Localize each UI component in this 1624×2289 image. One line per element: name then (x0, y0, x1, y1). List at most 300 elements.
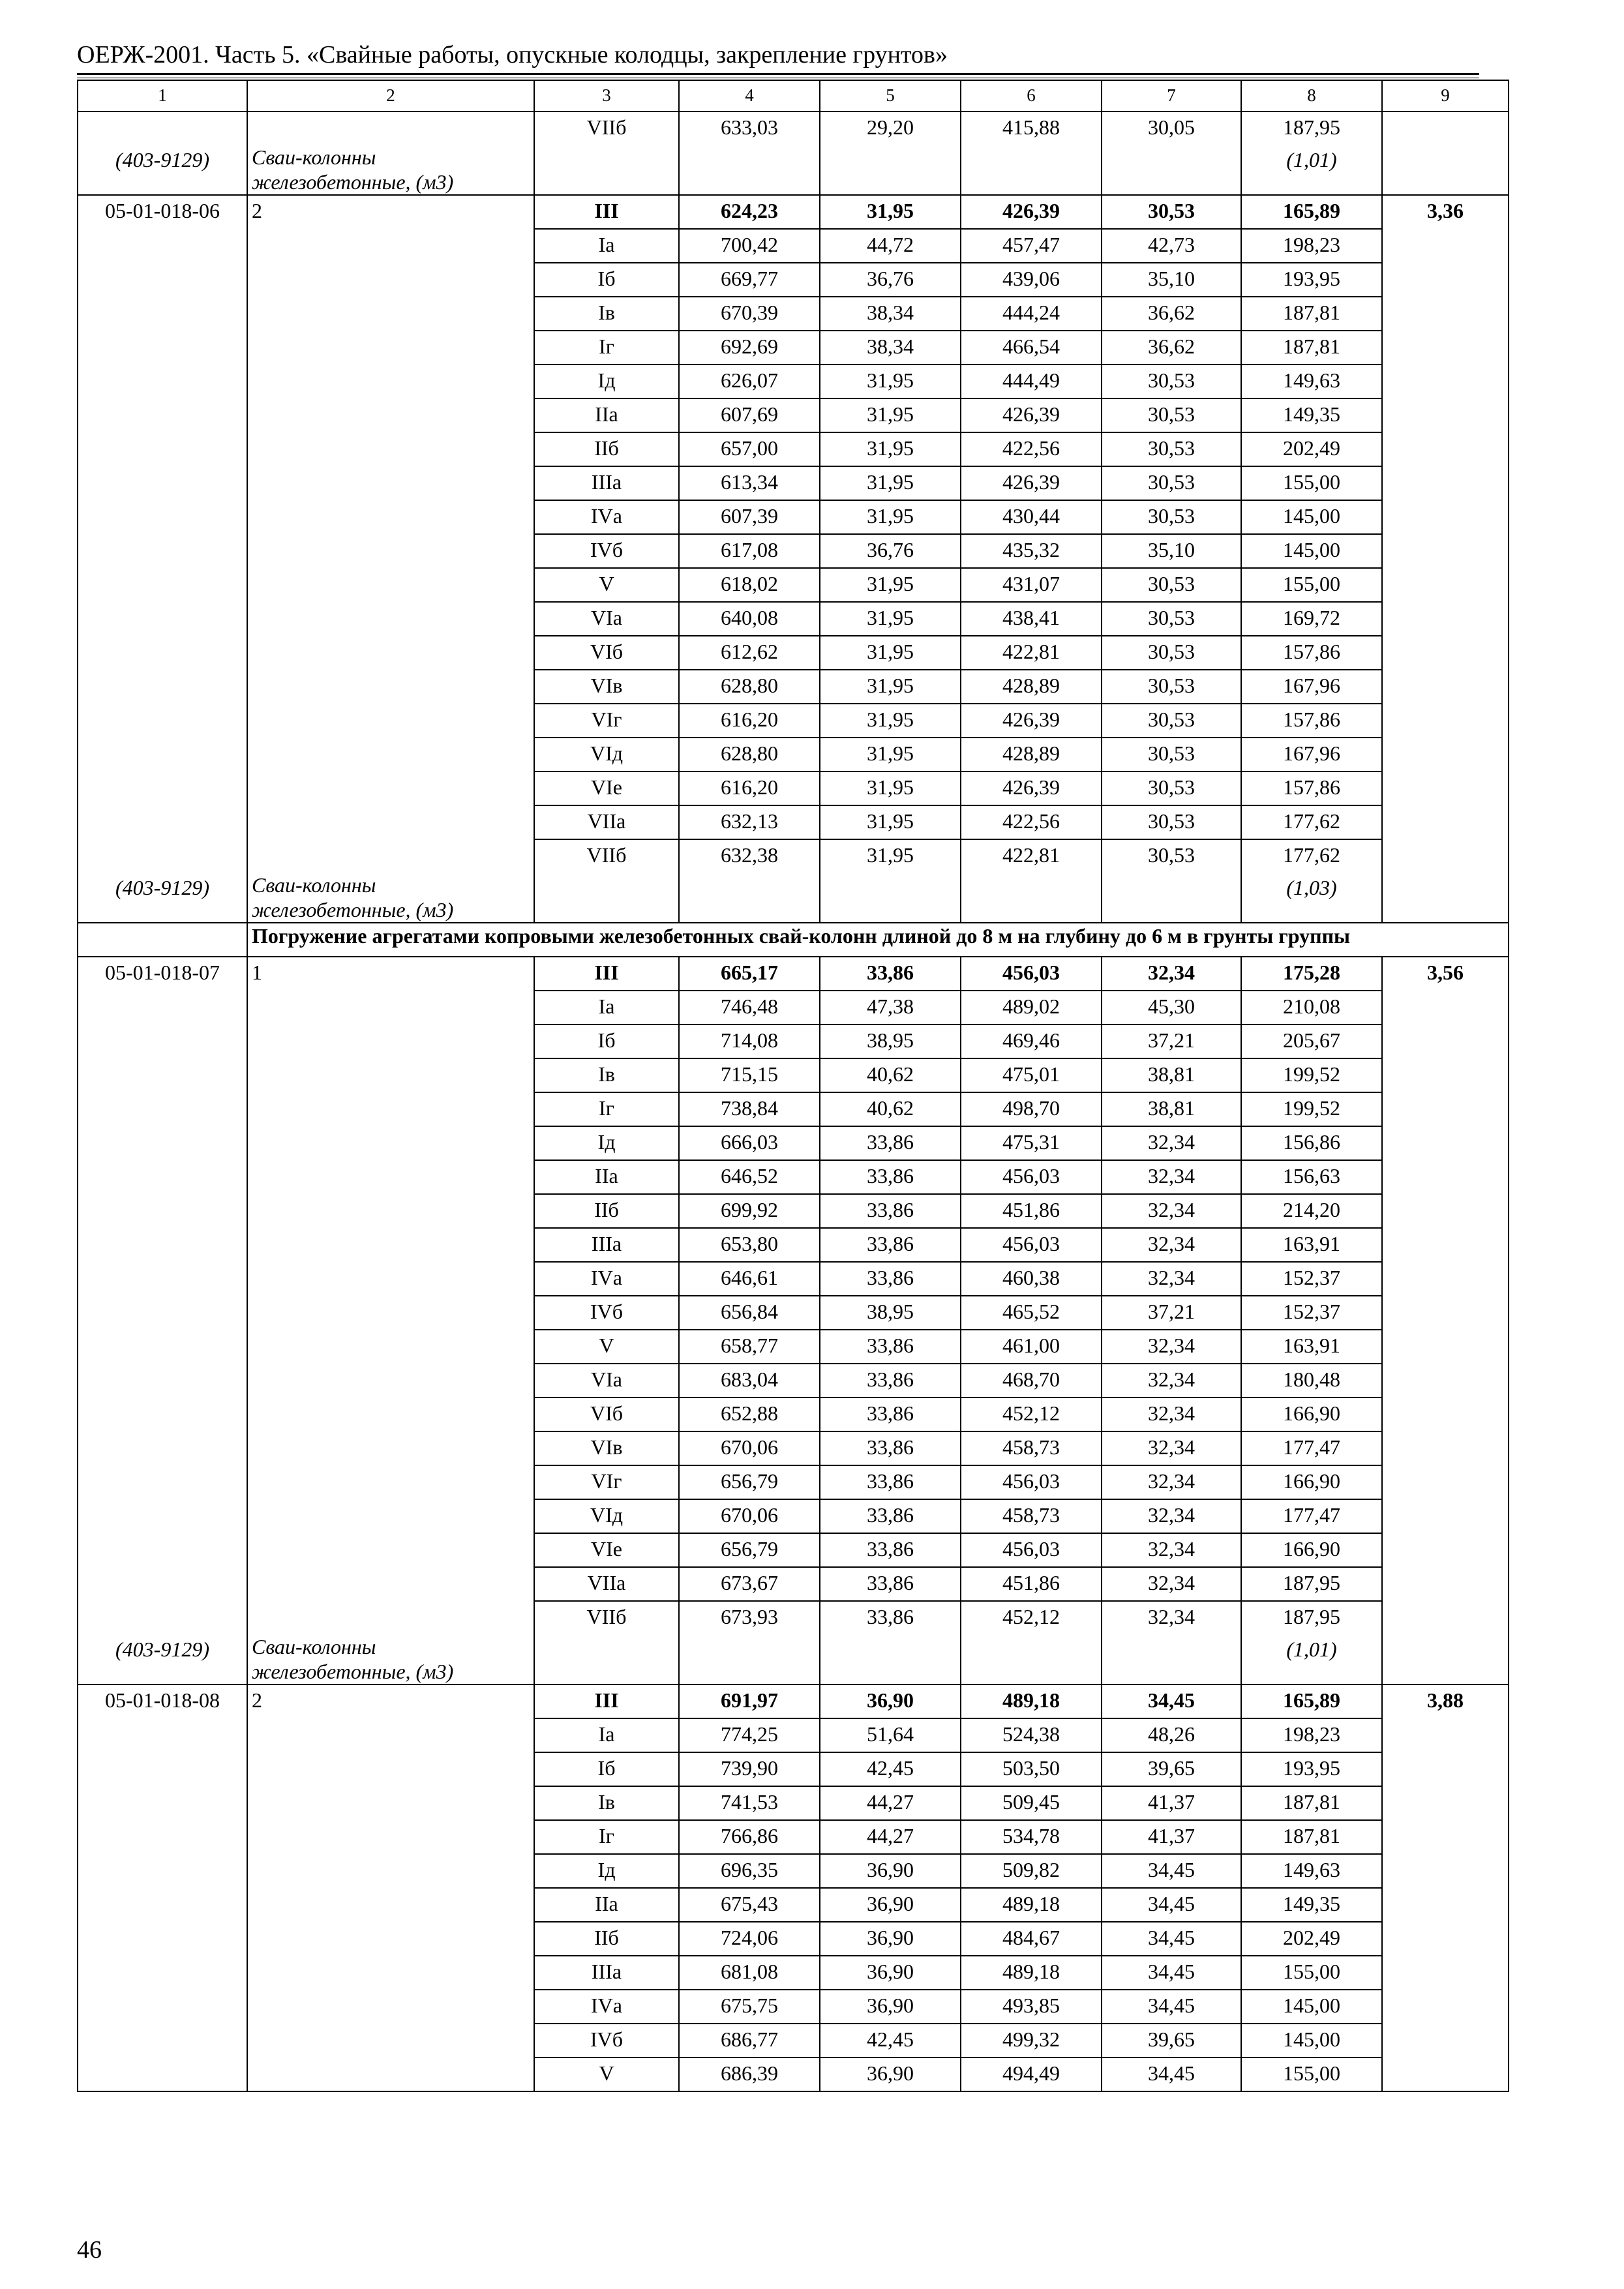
table-row (78, 1330, 1509, 1364)
zone-cell: Iв (534, 1058, 679, 1092)
value-c4: 657,00 (679, 432, 820, 466)
value-c6: 426,39 (961, 195, 1102, 229)
value-c5: 36,90 (820, 1854, 961, 1888)
coefficient-cell (1382, 2057, 1509, 2091)
value-c6: 428,89 (961, 738, 1102, 771)
value-c7: 30,05 (1102, 112, 1241, 145)
zone-cell: V (534, 568, 679, 602)
value-c6: 439,06 (961, 263, 1102, 297)
coefficient-cell (1382, 1567, 1509, 1601)
value-c8: 177,47 (1241, 1499, 1382, 1533)
value-c8: 187,95 (1241, 1567, 1382, 1601)
table-row (78, 229, 1509, 263)
empty-cell (679, 873, 820, 923)
value-c5: 31,95 (820, 839, 961, 873)
coefficient-cell (1382, 534, 1509, 568)
value-c4: 656,79 (679, 1533, 820, 1567)
table-row (78, 1786, 1509, 1820)
value-c6: 422,56 (961, 805, 1102, 839)
value-c5: 31,95 (820, 195, 961, 229)
zone-cell: VIг (534, 1465, 679, 1499)
rate-code-cell (78, 1820, 247, 1854)
group-cell (247, 1752, 534, 1786)
table-row (78, 2024, 1509, 2057)
rate-code-cell (78, 1786, 247, 1820)
coefficient-cell (1382, 365, 1509, 398)
value-c6: 494,49 (961, 2057, 1102, 2091)
table-row (78, 1160, 1509, 1194)
value-c7: 35,10 (1102, 263, 1241, 297)
empty-cell (534, 1634, 679, 1684)
table-row (78, 1990, 1509, 2024)
value-c8: 155,00 (1241, 2057, 1382, 2091)
rate-code-cell (78, 1465, 247, 1499)
value-c7: 34,45 (1102, 2057, 1241, 2091)
group-cell: 2 (247, 1684, 534, 1718)
table-row (78, 1499, 1509, 1533)
coefficient-cell (1382, 297, 1509, 331)
value-c7: 38,81 (1102, 1058, 1241, 1092)
value-c8: 145,00 (1241, 1990, 1382, 2024)
material-coefficient: (1,01) (1241, 1634, 1382, 1684)
value-c5: 31,95 (820, 602, 961, 636)
table-row (78, 805, 1509, 839)
group-cell (247, 1718, 534, 1752)
value-c5: 31,95 (820, 365, 961, 398)
value-c8: 157,86 (1241, 704, 1382, 738)
material-row (78, 873, 1509, 923)
group-cell (247, 297, 534, 331)
group-cell (247, 1465, 534, 1499)
coefficient-cell (1382, 1820, 1509, 1854)
table-row (78, 636, 1509, 670)
empty-cell (1382, 145, 1509, 195)
empty-cell (820, 145, 961, 195)
value-c6: 430,44 (961, 500, 1102, 534)
table-row (78, 1752, 1509, 1786)
value-c5: 44,72 (820, 229, 961, 263)
value-c6: 422,56 (961, 432, 1102, 466)
coefficient-cell (1382, 1330, 1509, 1364)
value-c4: 656,79 (679, 1465, 820, 1499)
value-c7: 32,34 (1102, 1262, 1241, 1296)
rate-code-cell (78, 738, 247, 771)
value-c5: 40,62 (820, 1058, 961, 1092)
value-c8: 187,95 (1241, 112, 1382, 145)
page-title: ОЕРЖ-2001. Часть 5. «Свайные работы, опускные колодцы, закрепление грунтов» (77, 41, 948, 68)
zone-cell: Iа (534, 229, 679, 263)
table-row (78, 1601, 1509, 1634)
coefficient-cell (1382, 1956, 1509, 1990)
coefficient-cell (1382, 500, 1509, 534)
column-number-6: 6 (961, 80, 1102, 112)
coefficient-cell (1382, 670, 1509, 704)
coefficient-cell (1382, 1718, 1509, 1752)
value-c5: 31,95 (820, 466, 961, 500)
value-c5: 42,45 (820, 2024, 961, 2057)
coefficient-cell (1382, 398, 1509, 432)
page-number: 46 (77, 2236, 102, 2264)
group-cell (247, 568, 534, 602)
group-cell (247, 534, 534, 568)
value-c8: 155,00 (1241, 1956, 1382, 1990)
empty-cell (1102, 145, 1241, 195)
value-c6: 456,03 (961, 1533, 1102, 1567)
value-c4: 724,06 (679, 1922, 820, 1956)
value-c4: 612,62 (679, 636, 820, 670)
value-c7: 32,34 (1102, 957, 1241, 991)
group-cell (247, 602, 534, 636)
value-c6: 456,03 (961, 1160, 1102, 1194)
table-row (78, 1854, 1509, 1888)
zone-cell: VIе (534, 771, 679, 805)
value-c4: 700,42 (679, 229, 820, 263)
value-c7: 42,73 (1102, 229, 1241, 263)
value-c6: 475,31 (961, 1126, 1102, 1160)
coefficient-cell (1382, 1601, 1509, 1634)
column-number-1: 1 (78, 80, 247, 112)
rate-code-cell (78, 1126, 247, 1160)
value-c4: 652,88 (679, 1398, 820, 1431)
value-c6: 435,32 (961, 534, 1102, 568)
value-c6: 458,73 (961, 1499, 1102, 1533)
zone-cell: III (534, 1684, 679, 1718)
table-row (78, 1058, 1509, 1092)
value-c7: 36,62 (1102, 331, 1241, 365)
value-c5: 44,27 (820, 1786, 961, 1820)
coefficient-cell (1382, 805, 1509, 839)
empty-cell (961, 1634, 1102, 1684)
coefficient-cell: 3,88 (1382, 1684, 1509, 1718)
rate-code-cell (78, 1888, 247, 1922)
value-c6: 461,00 (961, 1330, 1102, 1364)
value-c6: 509,82 (961, 1854, 1102, 1888)
value-c4: 613,34 (679, 466, 820, 500)
value-c4: 616,20 (679, 771, 820, 805)
value-c5: 33,86 (820, 1330, 961, 1364)
table-row (78, 738, 1509, 771)
section-title-code-cell (78, 923, 247, 957)
value-c4: 633,03 (679, 112, 820, 145)
value-c6: 444,49 (961, 365, 1102, 398)
material-name: Сваи-колонны железобетонные, (м3) (247, 873, 534, 923)
table-row (78, 297, 1509, 331)
group-cell (247, 1533, 534, 1567)
table-row (78, 1398, 1509, 1431)
table-row (78, 1465, 1509, 1499)
coefficient-cell (1382, 1025, 1509, 1058)
table-row (78, 432, 1509, 466)
rate-code-cell (78, 1854, 247, 1888)
value-c7: 30,53 (1102, 738, 1241, 771)
value-c5: 40,62 (820, 1092, 961, 1126)
group-cell (247, 1601, 534, 1634)
value-c6: 456,03 (961, 957, 1102, 991)
group-cell (247, 2024, 534, 2057)
coefficient-cell (1382, 991, 1509, 1025)
value-c7: 30,53 (1102, 704, 1241, 738)
coefficient-cell (1382, 1499, 1509, 1533)
value-c5: 36,90 (820, 1990, 961, 2024)
group-cell (247, 2057, 534, 2091)
rate-code-cell (78, 229, 247, 263)
table-row (78, 1533, 1509, 1567)
value-c5: 31,95 (820, 432, 961, 466)
value-c5: 38,34 (820, 331, 961, 365)
value-c4: 658,77 (679, 1330, 820, 1364)
value-c6: 457,47 (961, 229, 1102, 263)
rate-code-cell: 05-01-018-07 (78, 957, 247, 991)
value-c4: 670,06 (679, 1431, 820, 1465)
value-c5: 36,90 (820, 1684, 961, 1718)
column-number-4: 4 (679, 80, 820, 112)
group-cell (247, 1194, 534, 1228)
group-cell (247, 1364, 534, 1398)
zone-cell: Iг (534, 1820, 679, 1854)
value-c7: 30,53 (1102, 670, 1241, 704)
coefficient-cell (1382, 1262, 1509, 1296)
zone-cell: VIб (534, 1398, 679, 1431)
group-cell (247, 1956, 534, 1990)
value-c8: 187,81 (1241, 297, 1382, 331)
material-name: Сваи-колонны железобетонные, (м3) (247, 145, 534, 195)
value-c5: 33,86 (820, 1499, 961, 1533)
value-c8: 169,72 (1241, 602, 1382, 636)
value-c4: 741,53 (679, 1786, 820, 1820)
value-c4: 618,02 (679, 568, 820, 602)
coefficient-cell (1382, 771, 1509, 805)
value-c8: 180,48 (1241, 1364, 1382, 1398)
value-c8: 145,00 (1241, 2024, 1382, 2057)
value-c8: 187,81 (1241, 331, 1382, 365)
value-c4: 699,92 (679, 1194, 820, 1228)
value-c6: 426,39 (961, 771, 1102, 805)
value-c8: 166,90 (1241, 1398, 1382, 1431)
zone-cell: VIIа (534, 1567, 679, 1601)
coefficient-cell: 3,36 (1382, 195, 1509, 229)
coefficient-cell (1382, 1922, 1509, 1956)
value-c6: 456,03 (961, 1465, 1102, 1499)
value-c8: 187,81 (1241, 1786, 1382, 1820)
column-number-row (78, 80, 1509, 112)
zone-cell: IVб (534, 1296, 679, 1330)
rate-code-cell: 05-01-018-06 (78, 195, 247, 229)
rate-code-cell (78, 1228, 247, 1262)
value-c7: 32,34 (1102, 1194, 1241, 1228)
value-c7: 30,53 (1102, 466, 1241, 500)
value-c8: 199,52 (1241, 1092, 1382, 1126)
coefficient-cell (1382, 568, 1509, 602)
group-cell (247, 398, 534, 432)
group-cell (247, 1786, 534, 1820)
group-cell (247, 331, 534, 365)
value-c7: 30,53 (1102, 432, 1241, 466)
value-c7: 32,34 (1102, 1330, 1241, 1364)
group-cell (247, 991, 534, 1025)
zone-cell: VIе (534, 1533, 679, 1567)
table-row (78, 1228, 1509, 1262)
table-row (78, 1364, 1509, 1398)
zone-cell: VIIа (534, 805, 679, 839)
zone-cell: IVб (534, 534, 679, 568)
zone-cell: IIIа (534, 1956, 679, 1990)
group-cell (247, 771, 534, 805)
value-c7: 30,53 (1102, 568, 1241, 602)
value-c5: 31,95 (820, 500, 961, 534)
group-cell (247, 1228, 534, 1262)
zone-cell: IIб (534, 1194, 679, 1228)
value-c8: 157,86 (1241, 636, 1382, 670)
zone-cell: Iв (534, 1786, 679, 1820)
value-c7: 32,34 (1102, 1499, 1241, 1533)
value-c4: 617,08 (679, 534, 820, 568)
table-row (78, 704, 1509, 738)
value-c5: 47,38 (820, 991, 961, 1025)
material-code: (403-9129) (78, 145, 247, 195)
group-cell (247, 805, 534, 839)
value-c5: 33,86 (820, 1567, 961, 1601)
coefficient-cell (1382, 1228, 1509, 1262)
rate-code-cell (78, 466, 247, 500)
coefficient-cell (1382, 1126, 1509, 1160)
material-name: Сваи-колонны железобетонные, (м3) (247, 1634, 534, 1684)
value-c5: 31,95 (820, 636, 961, 670)
value-c4: 766,86 (679, 1820, 820, 1854)
zone-cell: V (534, 1330, 679, 1364)
rate-code-cell: 05-01-018-08 (78, 1684, 247, 1718)
group-cell (247, 1092, 534, 1126)
value-c4: 692,69 (679, 331, 820, 365)
empty-cell (534, 873, 679, 923)
value-c5: 31,95 (820, 704, 961, 738)
value-c8: 163,91 (1241, 1228, 1382, 1262)
empty-cell (1102, 873, 1241, 923)
value-c7: 48,26 (1102, 1718, 1241, 1752)
table-row (78, 1092, 1509, 1126)
group-cell (247, 1025, 534, 1058)
zone-cell: IIа (534, 1888, 679, 1922)
rate-code-cell (78, 1922, 247, 1956)
value-c6: 422,81 (961, 839, 1102, 873)
value-c8: 163,91 (1241, 1330, 1382, 1364)
rate-code-cell (78, 839, 247, 873)
rate-code-cell (78, 805, 247, 839)
group-cell (247, 1262, 534, 1296)
value-c7: 35,10 (1102, 534, 1241, 568)
value-c7: 39,65 (1102, 1752, 1241, 1786)
value-c6: 524,38 (961, 1718, 1102, 1752)
zone-cell: VIIб (534, 112, 679, 145)
value-c4: 628,80 (679, 738, 820, 771)
empty-cell (679, 1634, 820, 1684)
value-c4: 616,20 (679, 704, 820, 738)
coefficient-cell (1382, 636, 1509, 670)
group-cell: 1 (247, 957, 534, 991)
coefficient-cell (1382, 331, 1509, 365)
value-c6: 422,81 (961, 636, 1102, 670)
value-c6: 489,18 (961, 1888, 1102, 1922)
value-c6: 426,39 (961, 398, 1102, 432)
value-c5: 33,86 (820, 1194, 961, 1228)
value-c7: 32,34 (1102, 1160, 1241, 1194)
value-c8: 205,67 (1241, 1025, 1382, 1058)
value-c8: 187,95 (1241, 1601, 1382, 1634)
rate-code-cell (78, 1718, 247, 1752)
material-row (78, 145, 1509, 195)
zone-cell: Iд (534, 1126, 679, 1160)
zone-cell: Iа (534, 991, 679, 1025)
rate-code-cell (78, 704, 247, 738)
value-c8: 156,63 (1241, 1160, 1382, 1194)
value-c4: 607,69 (679, 398, 820, 432)
coefficient-cell (1382, 1854, 1509, 1888)
value-c6: 426,39 (961, 704, 1102, 738)
value-c6: 469,46 (961, 1025, 1102, 1058)
value-c4: 686,77 (679, 2024, 820, 2057)
value-c6: 493,85 (961, 1990, 1102, 2024)
value-c7: 37,21 (1102, 1296, 1241, 1330)
table-row (78, 1820, 1509, 1854)
value-c5: 33,86 (820, 1398, 961, 1431)
coefficient-cell (1382, 1888, 1509, 1922)
value-c5: 31,95 (820, 738, 961, 771)
value-c6: 458,73 (961, 1431, 1102, 1465)
value-c6: 452,12 (961, 1601, 1102, 1634)
value-c8: 202,49 (1241, 432, 1382, 466)
value-c4: 669,77 (679, 263, 820, 297)
value-c5: 51,64 (820, 1718, 961, 1752)
value-c8: 187,81 (1241, 1820, 1382, 1854)
value-c8: 149,35 (1241, 1888, 1382, 1922)
value-c6: 498,70 (961, 1092, 1102, 1126)
zone-cell: IIIа (534, 1228, 679, 1262)
group-cell (247, 738, 534, 771)
table-row (78, 1431, 1509, 1465)
value-c6: 499,32 (961, 2024, 1102, 2057)
value-c4: 666,03 (679, 1126, 820, 1160)
table-row (78, 1956, 1509, 1990)
rate-code-cell (78, 1533, 247, 1567)
rate-code-cell (78, 2024, 247, 2057)
value-c5: 44,27 (820, 1820, 961, 1854)
coefficient-cell (1382, 738, 1509, 771)
table-row (78, 771, 1509, 805)
group-cell (247, 1126, 534, 1160)
value-c4: 646,61 (679, 1262, 820, 1296)
value-c8: 199,52 (1241, 1058, 1382, 1092)
zone-cell: VIд (534, 738, 679, 771)
zone-cell: Iб (534, 263, 679, 297)
value-c5: 38,95 (820, 1025, 961, 1058)
zone-cell: VIг (534, 704, 679, 738)
zone-cell: IVа (534, 1262, 679, 1296)
value-c8: 167,96 (1241, 738, 1382, 771)
zone-cell: Iа (534, 1718, 679, 1752)
rate-code-cell (78, 670, 247, 704)
value-c7: 34,45 (1102, 1922, 1241, 1956)
table-row (78, 1684, 1509, 1718)
value-c5: 36,90 (820, 1956, 961, 1990)
value-c5: 42,45 (820, 1752, 961, 1786)
empty-cell (1382, 873, 1509, 923)
value-c4: 774,25 (679, 1718, 820, 1752)
value-c7: 45,30 (1102, 991, 1241, 1025)
value-c5: 33,86 (820, 1364, 961, 1398)
value-c4: 628,80 (679, 670, 820, 704)
value-c5: 36,90 (820, 1922, 961, 1956)
coefficient-cell (1382, 704, 1509, 738)
group-cell (247, 1567, 534, 1601)
